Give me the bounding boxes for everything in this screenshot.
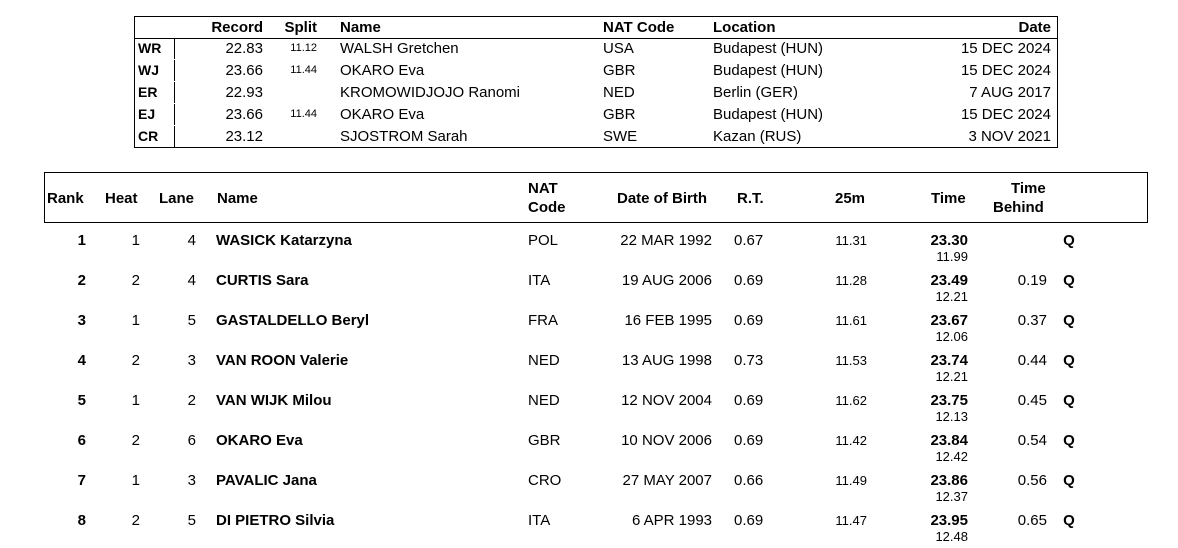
- nat-code: CRO: [528, 472, 562, 489]
- result-row: [44, 506, 1148, 546]
- time-behind: 0.65: [1017, 512, 1047, 529]
- nat-code: NED: [528, 352, 560, 369]
- record-row-ej: [135, 104, 1057, 125]
- record-row-cr: [135, 126, 1057, 147]
- athlete-name: VAN ROON Valerie: [216, 352, 349, 369]
- qualified-mark: Q: [1063, 392, 1075, 409]
- reaction-time: 0.69: [734, 312, 764, 329]
- lane: 5: [187, 512, 196, 529]
- athlete-name: WASICK Katarzyna: [216, 232, 352, 249]
- reaction-time: 0.69: [734, 392, 764, 409]
- record-location: Kazan (RUS): [713, 128, 802, 145]
- record-date: 3 NOV 2021: [968, 128, 1051, 145]
- header-lane: Lane: [159, 190, 195, 207]
- rank: 7: [77, 472, 86, 489]
- record-time: 23.66: [225, 62, 263, 79]
- nat-code: ITA: [528, 512, 551, 529]
- reaction-time: 0.67: [734, 232, 764, 249]
- date-of-birth: 13 AUG 1998: [621, 352, 712, 369]
- athlete-name: OKARO Eva: [216, 432, 303, 449]
- time-behind: 0.54: [1017, 432, 1047, 449]
- record-date: 7 AUG 2017: [969, 84, 1051, 101]
- heat: 2: [131, 352, 140, 369]
- second-split: 12.37: [935, 489, 968, 504]
- results-header: [44, 172, 1148, 223]
- record-abbr: ER: [135, 82, 175, 103]
- heat: 2: [131, 512, 140, 529]
- record-holder: OKARO Eva: [340, 106, 425, 123]
- record-row-wj: [135, 60, 1057, 81]
- header-rt: R.T.: [737, 190, 764, 207]
- final-time: 23.84: [930, 432, 968, 449]
- second-split: 12.21: [935, 369, 968, 384]
- record-split: 11.44: [290, 108, 317, 120]
- header-nat-line1: NAT: [528, 180, 558, 197]
- split-25m: 11.61: [835, 313, 867, 328]
- rank: 8: [77, 512, 86, 529]
- record-time: 23.12: [225, 128, 263, 145]
- result-row: [44, 346, 1148, 386]
- final-time: 23.49: [930, 272, 968, 289]
- records-header-name: Name: [340, 19, 381, 36]
- lane: 4: [187, 272, 196, 289]
- record-location: Budapest (HUN): [713, 62, 824, 79]
- second-split: 12.13: [935, 409, 968, 424]
- record-split: 11.12: [290, 42, 317, 54]
- rank: 6: [77, 432, 86, 449]
- record-holder: WALSH Gretchen: [340, 40, 459, 57]
- record-row-wr: [135, 38, 1057, 59]
- lane: 6: [187, 432, 196, 449]
- records-header-date: Date: [1018, 19, 1051, 36]
- record-nat: SWE: [603, 128, 638, 145]
- records-header-row: [135, 17, 1057, 39]
- record-split: [275, 82, 317, 103]
- record-nat: USA: [603, 40, 634, 57]
- header-behind-line1: Time: [1011, 180, 1046, 197]
- record-date: 15 DEC 2024: [960, 62, 1051, 79]
- reaction-time: 0.69: [734, 512, 764, 529]
- date-of-birth: 6 APR 1993: [631, 512, 712, 529]
- final-time: 23.74: [930, 352, 968, 369]
- lane: 2: [187, 392, 196, 409]
- record-location: Budapest (HUN): [713, 40, 824, 57]
- second-split: 12.42: [935, 449, 968, 464]
- rank: 3: [77, 312, 86, 329]
- athlete-name: PAVALIC Jana: [216, 472, 317, 489]
- final-time: 23.75: [930, 392, 968, 409]
- records-table: [134, 16, 1058, 148]
- record-abbr: WR: [135, 38, 175, 59]
- final-time: 23.95: [930, 512, 968, 529]
- split-25m: 11.47: [835, 513, 867, 528]
- header-heat: Heat: [105, 190, 138, 207]
- records-header-record: Record: [211, 19, 263, 36]
- qualified-mark: Q: [1063, 432, 1075, 449]
- header-nat-line2: Code: [528, 199, 566, 216]
- split-25m: 11.62: [835, 393, 867, 408]
- date-of-birth: 27 MAY 2007: [622, 472, 712, 489]
- record-holder: OKARO Eva: [340, 62, 425, 79]
- split-25m: 11.42: [835, 433, 867, 448]
- qualified-mark: Q: [1063, 312, 1075, 329]
- record-split: [275, 126, 317, 147]
- result-row: [44, 426, 1148, 466]
- result-row: [44, 306, 1148, 346]
- date-of-birth: 10 NOV 2006: [621, 432, 712, 449]
- record-holder: KROMOWIDJOJO Ranomi: [340, 84, 521, 101]
- time-behind: 0.56: [1017, 472, 1047, 489]
- nat-code: FRA: [528, 312, 558, 329]
- rank: 2: [77, 272, 86, 289]
- records-header-location: Location: [713, 19, 776, 36]
- record-abbr: WJ: [135, 60, 175, 81]
- time-behind: 0.45: [1017, 392, 1047, 409]
- record-time: 22.83: [225, 40, 263, 57]
- heat: 2: [131, 272, 140, 289]
- rank: 4: [77, 352, 86, 369]
- record-location: Budapest (HUN): [713, 106, 824, 123]
- final-time: 23.86: [930, 472, 968, 489]
- record-holder: SJOSTROM Sarah: [340, 128, 468, 145]
- result-row: [44, 226, 1148, 266]
- qualified-mark: Q: [1063, 512, 1075, 529]
- result-row: [44, 466, 1148, 506]
- athlete-name: GASTALDELLO Beryl: [216, 312, 370, 329]
- header-time: Time: [931, 190, 966, 207]
- second-split: 12.48: [935, 529, 968, 544]
- athlete-name: DI PIETRO Silvia: [216, 512, 335, 529]
- split-25m: 11.49: [835, 473, 867, 488]
- record-row-er: [135, 82, 1057, 103]
- date-of-birth: 12 NOV 2004: [621, 392, 712, 409]
- records-header-nat: NAT Code: [603, 19, 675, 36]
- lane: 3: [187, 472, 196, 489]
- heat: 2: [131, 432, 140, 449]
- reaction-time: 0.69: [734, 432, 764, 449]
- lane: 4: [187, 232, 196, 249]
- heat: 1: [131, 472, 140, 489]
- date-of-birth: 22 MAR 1992: [620, 232, 712, 249]
- record-location: Berlin (GER): [713, 84, 799, 101]
- nat-code: POL: [528, 232, 559, 249]
- second-split: 12.21: [935, 289, 968, 304]
- reaction-time: 0.69: [734, 272, 764, 289]
- split-25m: 11.28: [835, 273, 867, 288]
- record-split: 11.44: [290, 64, 317, 76]
- heat: 1: [131, 392, 140, 409]
- athlete-name: CURTIS Sara: [216, 272, 309, 289]
- record-nat: GBR: [603, 106, 636, 123]
- split-25m: 11.53: [835, 353, 867, 368]
- lane: 3: [187, 352, 196, 369]
- qualified-mark: Q: [1063, 352, 1075, 369]
- date-of-birth: 16 FEB 1995: [624, 312, 712, 329]
- header-behind-line2: Behind: [993, 199, 1044, 216]
- rank: 1: [77, 232, 86, 249]
- header-dob: Date of Birth: [617, 190, 707, 207]
- time-behind: 0.19: [1017, 272, 1047, 289]
- nat-code: ITA: [528, 272, 551, 289]
- reaction-time: 0.66: [734, 472, 764, 489]
- qualified-mark: Q: [1063, 472, 1075, 489]
- result-row: [44, 266, 1148, 306]
- qualified-mark: Q: [1063, 272, 1075, 289]
- second-split: 12.06: [935, 329, 968, 344]
- record-time: 23.66: [225, 106, 263, 123]
- rank: 5: [77, 392, 86, 409]
- time-behind: 0.44: [1017, 352, 1047, 369]
- athlete-name: VAN WIJK Milou: [216, 392, 332, 409]
- header-rank: Rank: [47, 190, 84, 207]
- final-time: 23.30: [930, 232, 968, 249]
- heat: 1: [131, 312, 140, 329]
- record-nat: GBR: [603, 62, 636, 79]
- record-nat: NED: [603, 84, 635, 101]
- lane: 5: [187, 312, 196, 329]
- time-behind: 0.37: [1017, 312, 1047, 329]
- qualified-mark: Q: [1063, 232, 1075, 249]
- records-header-split: Split: [284, 19, 317, 36]
- second-split: 11.99: [936, 249, 968, 264]
- heat: 1: [131, 232, 140, 249]
- reaction-time: 0.73: [734, 352, 764, 369]
- record-abbr: EJ: [135, 104, 175, 125]
- record-date: 15 DEC 2024: [960, 40, 1051, 57]
- record-date: 15 DEC 2024: [960, 106, 1051, 123]
- header-25m: 25m: [835, 190, 866, 207]
- header-name: Name: [217, 190, 258, 207]
- split-25m: 11.31: [835, 233, 867, 248]
- final-time: 23.67: [930, 312, 968, 329]
- nat-code: NED: [528, 392, 560, 409]
- date-of-birth: 19 AUG 2006: [621, 272, 712, 289]
- record-time: 22.93: [225, 84, 263, 101]
- result-row: [44, 386, 1148, 426]
- nat-code: GBR: [528, 432, 561, 449]
- record-abbr: CR: [135, 126, 175, 147]
